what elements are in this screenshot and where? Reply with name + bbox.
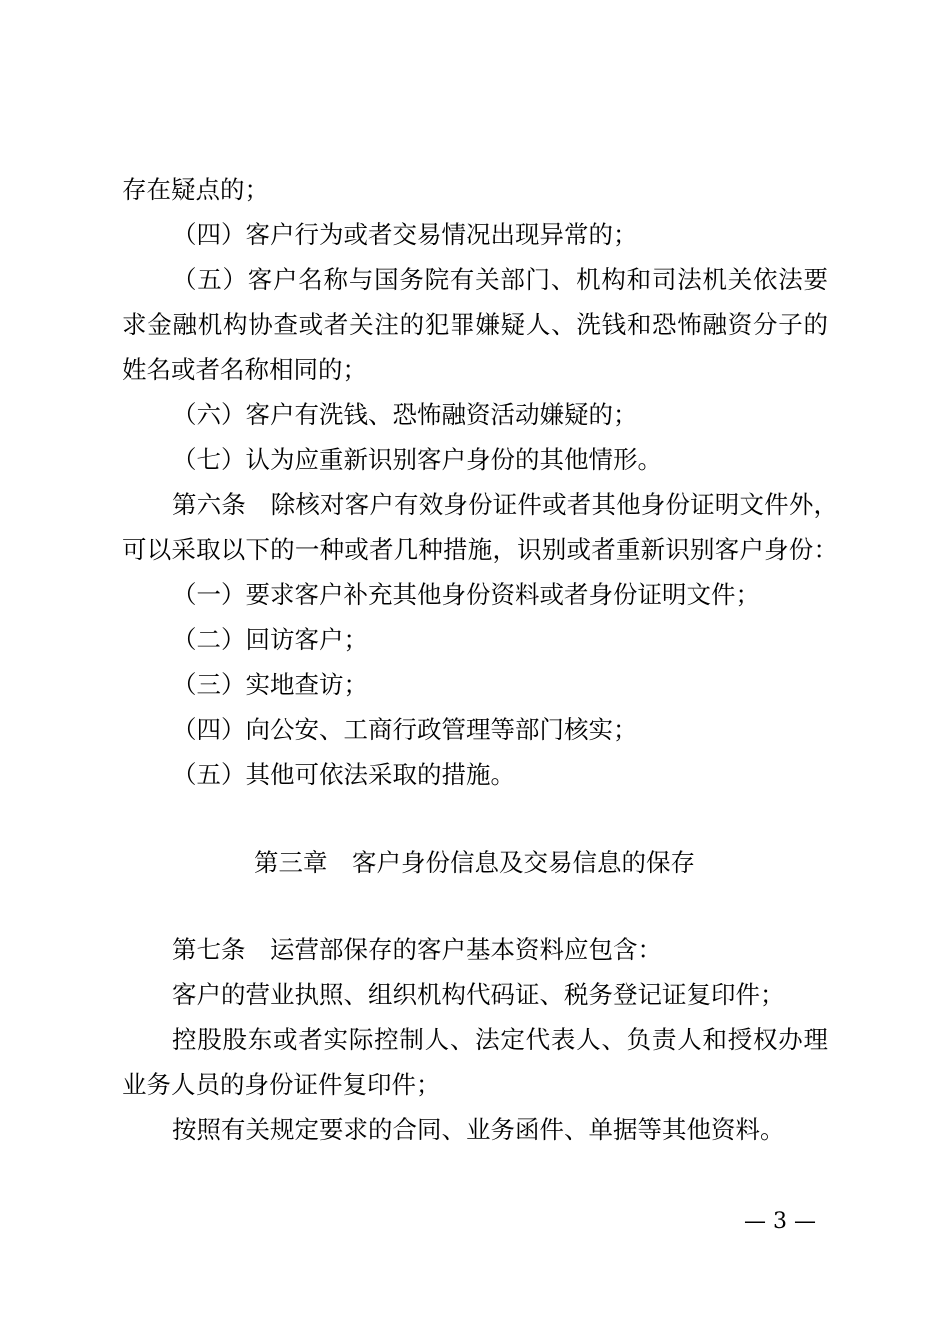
list-item: （四）客户行为或者交易情况出现异常的；: [172, 220, 638, 249]
list-item: （二）回访客户；: [172, 625, 368, 654]
chapter-heading: 第三章 客户身份信息及交易信息的保存: [254, 848, 695, 877]
paragraph-line: 客户的营业执照、组织机构代码证、税务登记证复印件；: [172, 980, 785, 1009]
page-number: — 3 —: [744, 1209, 816, 1234]
article-heading-line: 第七条 运营部保存的客户基本资料应包含：: [172, 935, 662, 964]
paragraph-line: 可以采取以下的一种或者几种措施，识别或者重新识别客户身份：: [122, 535, 838, 564]
list-item: （四）向公安、工商行政管理等部门核实；: [172, 715, 638, 744]
paragraph-line: 按照有关规定要求的合同、业务函件、单据等其他资料。: [172, 1115, 785, 1144]
paragraph-line: 业务人员的身份证件复印件；: [122, 1070, 441, 1099]
paragraph-line: 姓名或者名称相同的；: [122, 355, 367, 384]
article-heading-line: 第六条 除核对客户有效身份证件或者其他身份证明文件外，: [172, 490, 838, 519]
list-item: （五）其他可依法采取的措施。: [172, 760, 515, 789]
paragraph-line: 求金融机构协查或者关注的犯罪嫌疑人、洗钱和恐怖融资分子的: [122, 310, 828, 339]
paragraph-line: 存在疑点的；: [122, 175, 269, 204]
list-item: （七）认为应重新识别客户身份的其他情形。: [172, 445, 662, 474]
list-item: （六）客户有洗钱、恐怖融资活动嫌疑的；: [172, 400, 638, 429]
list-item: （一）要求客户补充其他身份资料或者身份证明文件；: [172, 580, 760, 609]
list-item: （五）客户名称与国务院有关部门、机构和司法机关依法要: [172, 265, 828, 294]
paragraph-line: 控股股东或者实际控制人、法定代表人、负责人和授权办理: [172, 1025, 828, 1054]
list-item: （三）实地查访；: [172, 670, 368, 699]
